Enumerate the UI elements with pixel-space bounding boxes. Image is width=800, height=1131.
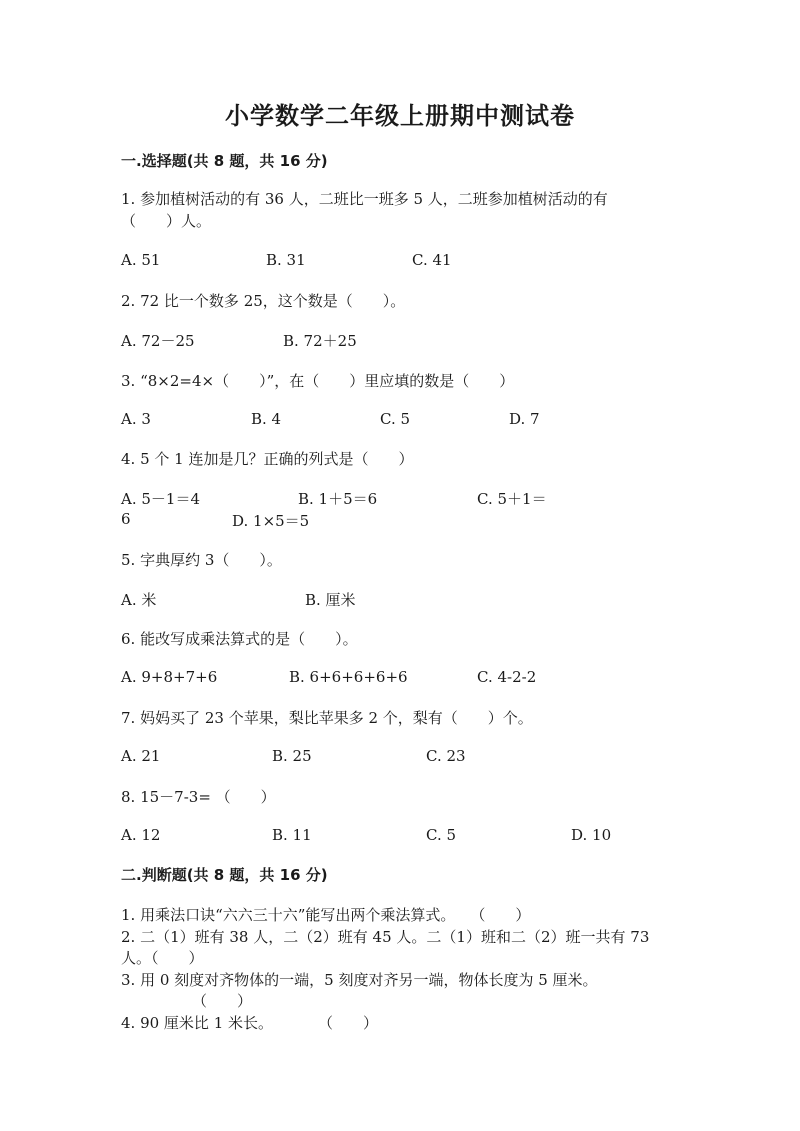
question-3-option-a: A. 3 (121, 410, 151, 428)
question-8-line-1: 8. 15－7-3= （ ） (121, 788, 276, 806)
question-3-option-d: D. 7 (509, 410, 540, 428)
question-4-option-b: B. 1＋5＝6 (298, 490, 378, 508)
section-heading-judge: 二.判断题(共 8 题，共 16 分) (121, 866, 328, 884)
question-5-option-a: A. 米 (121, 591, 157, 609)
question-8-option-b: B. 11 (272, 826, 312, 844)
judge-3-line-2: （ ） (192, 992, 253, 1010)
question-4-option-a: A. 5－1＝4 (121, 490, 200, 508)
question-2-option-a: A. 72－25 (121, 332, 195, 350)
question-1-line-2: （ ）人。 (121, 212, 212, 230)
page-title: 小学数学二年级上册期中测试卷 (225, 102, 575, 130)
question-4-line-1: 4. 5 个 1 连加是几？正确的列式是（ ） (121, 450, 414, 468)
question-3-option-b: B. 4 (251, 410, 282, 428)
question-4-option-c: C. 5＋1＝ (477, 490, 547, 508)
question-2-option-b: B. 72＋25 (283, 332, 357, 350)
question-5-line-1: 5. 字典厚约 3（ ）。 (121, 551, 282, 569)
judge-1-line-1: 1. 用乘法口诀“六六三十六”能写出两个乘法算式。 （ ） (121, 906, 531, 924)
judge-4-line-1: 4. 90 厘米比 1 米长。 （ ） (121, 1014, 379, 1032)
question-8-option-a: A. 12 (121, 826, 161, 844)
question-8-option-d: D. 10 (571, 826, 612, 844)
judge-2-line-2: 人。（ ） (121, 949, 204, 967)
question-7-option-a: A. 21 (121, 747, 161, 765)
judge-2-line-1: 2. 二（1）班有 38 人，二（2）班有 45 人。二（1）班和二（2）班一共有 73 (121, 928, 650, 946)
question-6-option-c: C. 4-2-2 (477, 668, 537, 686)
question-4-option-d: D. 1×5＝5 (232, 512, 310, 530)
question-2-line-1: 2. 72 比一个数多 25，这个数是（ ）。 (121, 292, 406, 310)
question-3-option-c: C. 5 (380, 410, 411, 428)
question-5-option-b: B. 厘米 (305, 591, 356, 609)
judge-3-line-1: 3. 用 0 刻度对齐物体的一端，5 刻度对齐另一端，物体长度为 5 厘米。 (121, 971, 598, 989)
question-6-line-1: 6. 能改写成乘法算式的是（ ）。 (121, 630, 358, 648)
question-1-option-c: C. 41 (412, 251, 452, 269)
question-3-line-1: 3. “8×2=4×（ ）”，在（ ）里应填的数是（ ） (121, 372, 515, 390)
question-8-option-c: C. 5 (426, 826, 457, 844)
question-6-option-a: A. 9+8+7+6 (121, 668, 218, 686)
question-1-option-a: A. 51 (121, 251, 161, 269)
question-7-line-1: 7. 妈妈买了 23 个苹果，梨比苹果多 2 个，梨有（ ）个。 (121, 709, 533, 727)
question-4-option-c-continued: 6 (121, 510, 131, 528)
question-1-option-b: B. 31 (266, 251, 306, 269)
question-7-option-b: B. 25 (272, 747, 312, 765)
question-7-option-c: C. 23 (426, 747, 466, 765)
section-heading-choice: 一.选择题(共 8 题，共 16 分) (121, 152, 328, 170)
question-1-line-1: 1. 参加植树活动的有 36 人，二班比一班多 5 人，二班参加植树活动的有 (121, 190, 608, 208)
question-6-option-b: B. 6+6+6+6+6 (289, 668, 408, 686)
